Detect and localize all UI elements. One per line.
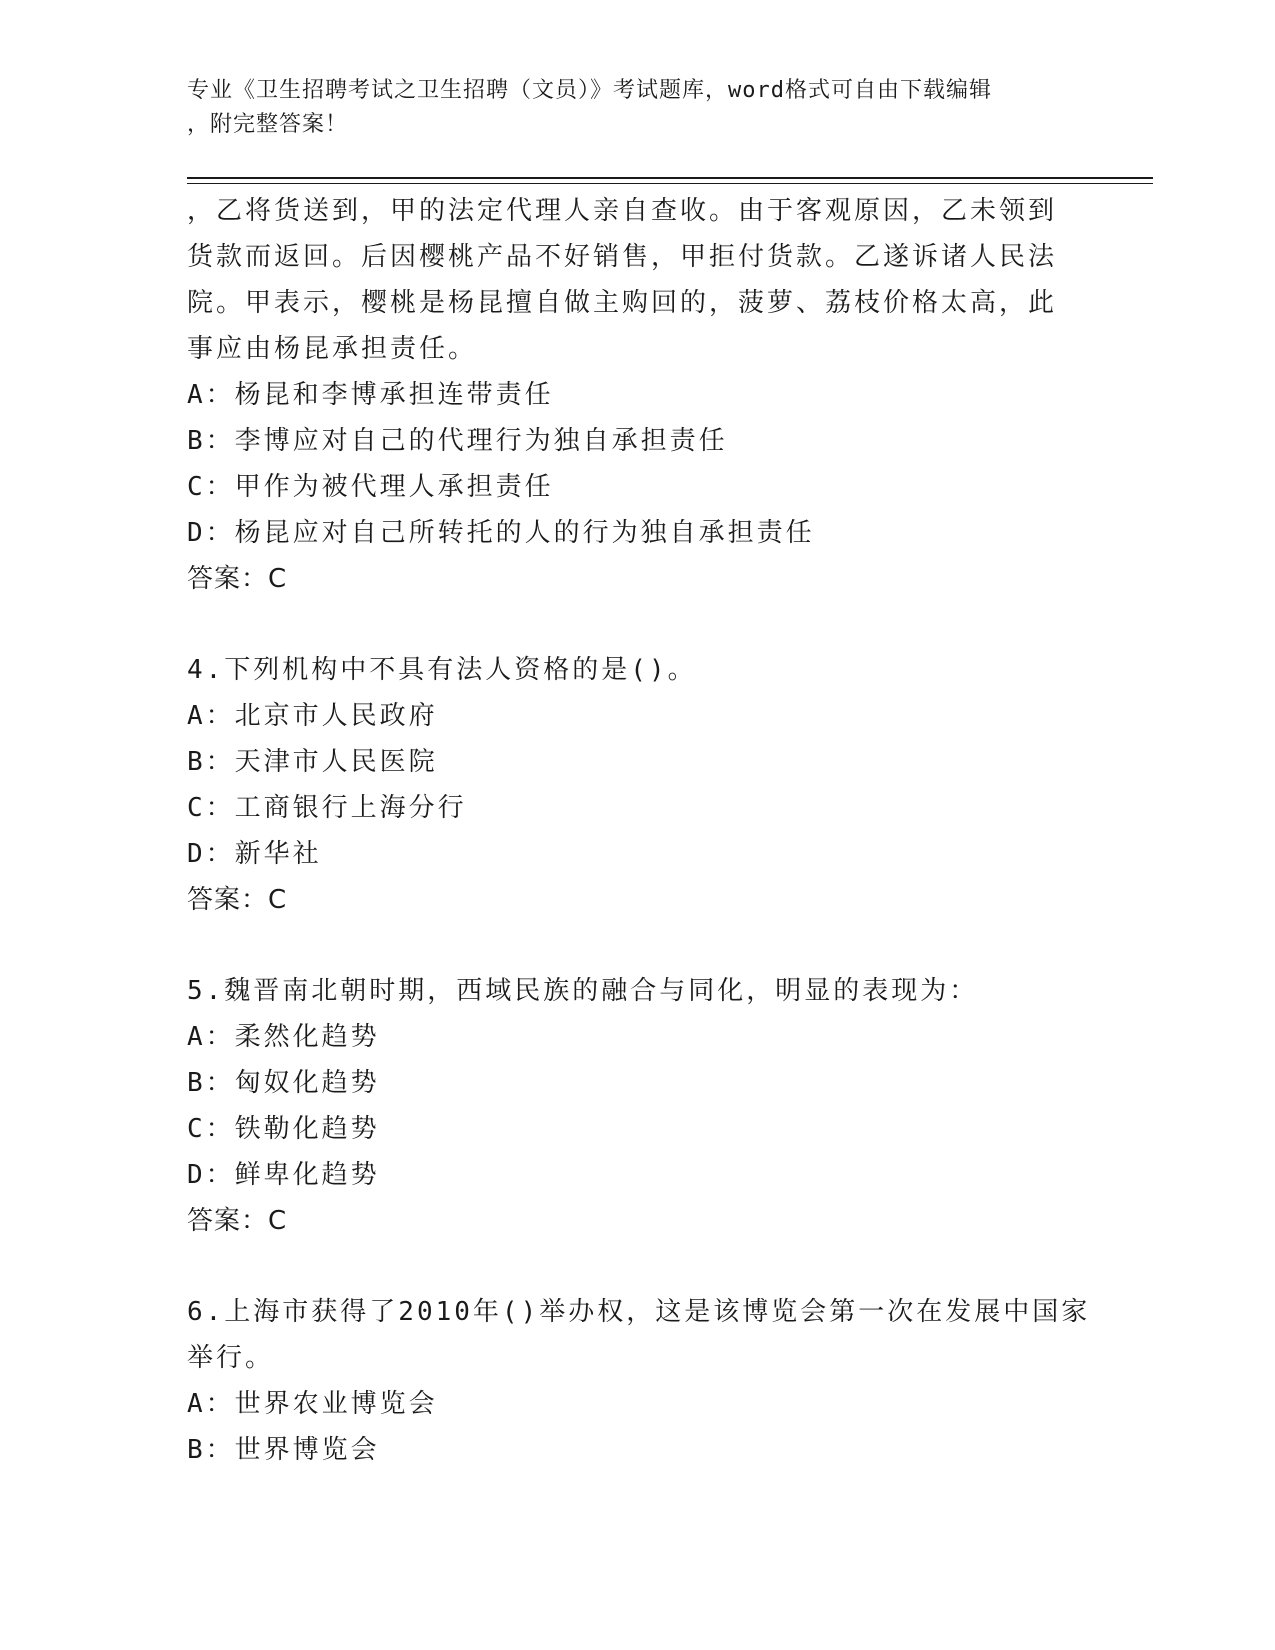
option-a: A：柔然化趋势 (187, 1022, 380, 1052)
spacer (187, 602, 1087, 647)
question-stem-line: 院。甲表示，樱桃是杨昆擅自做主购回的，菠萝、荔枝价格太高，此 (187, 288, 1058, 318)
option-a: A：北京市人民政府 (187, 701, 438, 731)
question-stem-line: 事应由杨昆承担责任。 (187, 334, 478, 364)
option-d: D：新华社 (187, 839, 322, 869)
question-3 (187, 188, 1087, 602)
option-c: C：甲作为被代理人承担责任 (187, 472, 554, 502)
question-stem-line: ，乙将货送到，甲的法定代理人亲自查收。由于客观原因，乙未领到 (187, 196, 1058, 226)
question-stem-line: 货款而返回。后因樱桃产品不好销售，甲拒付货款。乙遂诉诸人民法 (187, 242, 1058, 272)
answer-line: 答案：C (187, 564, 288, 594)
answer-line: 答案：C (187, 1206, 288, 1236)
option-d: D：鲜卑化趋势 (187, 1160, 380, 1190)
option-d: D：杨昆应对自己所转托的人的行为独自承担责任 (187, 518, 815, 548)
question-5 (187, 968, 1087, 1244)
spacer (187, 1244, 1087, 1289)
question-stem-line: 6.上海市获得了2010年()举办权，这是该博览会第一次在发展中国家 (187, 1297, 1091, 1327)
option-b: B：天津市人民医院 (187, 747, 438, 777)
page-header (187, 74, 1067, 142)
option-c: C：工商银行上海分行 (187, 793, 467, 823)
option-b: B：李博应对自己的代理行为独自承担责任 (187, 426, 728, 456)
question-list (187, 188, 1091, 1473)
question-stem-line: 举行。 (187, 1343, 275, 1373)
header-divider (187, 177, 1153, 184)
header-line-1: 专业《卫生招聘考试之卫生招聘（文员）》考试题库，word格式可自由下载编辑 (187, 78, 992, 103)
question-stem-line: 4.下列机构中不具有法人资格的是()。 (187, 655, 697, 685)
option-b: B：世界博览会 (187, 1435, 380, 1465)
question-6 (187, 1289, 1091, 1473)
answer-line: 答案：C (187, 885, 288, 915)
spacer (187, 923, 1087, 968)
option-c: C：铁勒化趋势 (187, 1114, 380, 1144)
option-a: A：世界农业博览会 (187, 1389, 438, 1419)
header-line-2: ，附完整答案！ (187, 112, 349, 137)
question-4 (187, 647, 1087, 923)
option-b: B：匈奴化趋势 (187, 1068, 380, 1098)
question-stem-line: 5.魏晋南北朝时期，西域民族的融合与同化，明显的表现为： (187, 976, 979, 1006)
option-a: A：杨昆和李博承担连带责任 (187, 380, 554, 410)
